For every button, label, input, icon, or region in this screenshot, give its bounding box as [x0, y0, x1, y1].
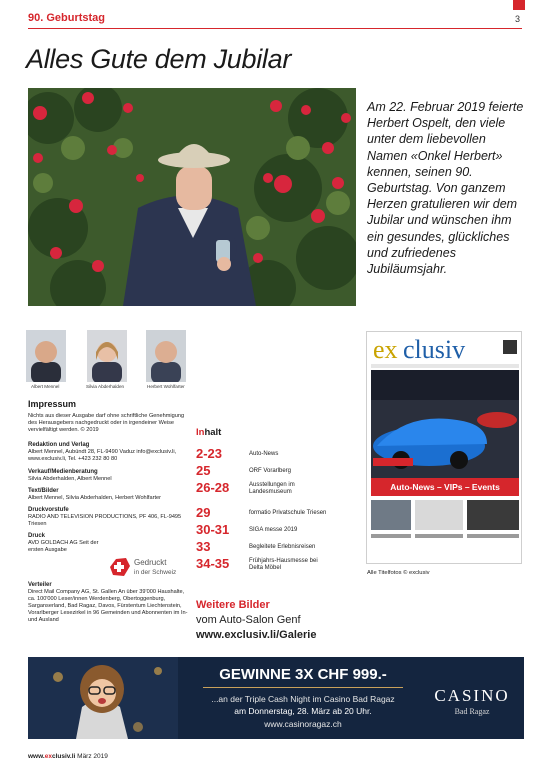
impressum-block-head: Druck — [28, 533, 46, 539]
impressum-block-redaktion — [28, 442, 190, 463]
casino-ad[interactable] — [28, 657, 524, 739]
impressum-block-druck — [28, 533, 108, 554]
section-title: 90. Geburtstag — [28, 12, 106, 24]
toc-item[interactable] — [196, 522, 366, 538]
ad-url: www.casinoragaz.ch — [264, 719, 342, 729]
impressum-block-head: Druckvorstufe — [28, 507, 69, 513]
footer-issue: März 2019 — [77, 753, 108, 760]
casino-brand: CASINO — [434, 686, 510, 705]
toc-pages: 30-31 — [196, 522, 230, 537]
toc-pages: 29 — [196, 505, 211, 520]
toc-item[interactable] — [196, 446, 366, 462]
impressum-block-head: Text/Bilder — [28, 488, 59, 494]
impressum-block-text — [28, 488, 190, 502]
portrait-silvia-abderhalden — [87, 330, 127, 382]
toc-label: Ausstellungen im Landesmuseum — [249, 482, 295, 495]
casino-ad-graphic — [28, 657, 524, 739]
impressum-block-verkauf — [28, 469, 190, 483]
impressum-block-body: AVD GOLDACH AG Seit der ersten Ausgabe — [28, 540, 99, 553]
toc-label: formatio Privatschule Triesen — [249, 510, 327, 516]
footer — [28, 753, 108, 760]
toc-item[interactable] — [196, 556, 366, 572]
impressum-block-head: Redaktion und Verlag — [28, 442, 90, 448]
gallery-title: Weitere Bilder — [196, 599, 270, 611]
impressum-block-body: RADIO AND TELEVISION PRODUCTIONS, PF 406, FL-9495 Triesen — [28, 514, 182, 527]
cover-logo-rest: clusiv — [403, 335, 466, 364]
toc-pages: 2-23 — [196, 446, 223, 461]
portrait-name: Albert Mennel — [31, 384, 60, 389]
impressum-block-head: Verkauf/Medienberatung — [28, 469, 98, 475]
badge-line2: in der Schweiz — [134, 569, 177, 576]
gallery-subtitle: vom Auto-Salon Genf — [196, 614, 301, 626]
impressum-block-druckvorstufe — [28, 507, 190, 528]
swiss-flag-icon — [108, 556, 194, 578]
page-corner-tab — [513, 0, 525, 10]
magazine-cover[interactable] — [366, 331, 522, 564]
ad-line2: am Donnerstag, 28. März ab 20 Uhr. — [234, 706, 372, 716]
impressum-block-body: Direct Mail Company AG, St. Gallen An über 39'000 Haushalte, ca. 100'000 Leser/innen Werdenberg, Obertoggenburg, Sarganserland, Bad Ragaz, Davos, Fürstentum Liechtenstein, Vorarlberger Lesezirkel in 96 Gemeinden und Abonnenten im In- und Ausland — [28, 589, 188, 623]
portrait-image — [146, 330, 186, 382]
toc-pages: 34-35 — [196, 556, 230, 571]
article-intro: Am 22. Februar 2019 feierte Herbert Ospelt, den viele unter dem liebevollen Namen «Onkel Herbert» kennen, seinen 90. Geburtstag. Von ganzem Herzen gratulieren wir dem Jubilar und wünschen ihm ein gesundes, glückliches und zufriedenes Jubiläumsjahr. — [367, 100, 524, 277]
portrait-name: Silvia Abderhalden — [86, 384, 125, 389]
toc-pages: 33 — [196, 539, 211, 554]
footer-site-rest: clusiv.li — [51, 753, 76, 760]
jubilar-photo — [28, 88, 356, 306]
portrait-image — [87, 330, 127, 382]
impressum-block-body: Albert Mennel, Aubündt 28, FL-9490 Vaduz info@exclusiv.li, www.exclusiv.li, Tel. +423 232 80 80 — [28, 449, 177, 462]
toc-label: Begleitete Erlebnisreisen — [249, 544, 316, 550]
casino-brand-sub: Bad Ragaz — [454, 707, 490, 716]
toc-item[interactable] — [196, 539, 366, 555]
jubilar-photo-graphic — [28, 88, 356, 306]
toc-title-rest: halt — [204, 427, 222, 438]
footer-site-ex: ex — [44, 753, 52, 760]
cover-tagline: Auto-News – VIPs – Events — [390, 482, 500, 492]
impressum-block-body: Silvia Abderhalden, Albert Mennel — [28, 476, 112, 482]
badge-line1: Gedruckt — [134, 558, 167, 567]
page-number: 3 — [515, 14, 521, 24]
toc-title — [196, 427, 221, 438]
toc-label: SIGA messe 2019 — [249, 527, 298, 533]
impressum-title: Impressum — [28, 399, 77, 409]
ad-headline: GEWINNE 3X CHF 999.- — [219, 666, 387, 683]
toc-pages: 25 — [196, 463, 211, 478]
impressum-notice: Nichts aus dieser Ausgabe darf ohne schriftliche Genehmigung des Herausgebers nachgedruckt oder in irgendeiner Weise vervielfältigt werden. © 2019 — [28, 413, 185, 433]
portrait-image — [26, 330, 66, 382]
swiss-print-badge — [108, 556, 194, 578]
toc-label: Frühjahrs-Hausmesse bei Delta Möbel — [249, 558, 318, 571]
article-headline: Alles Gute dem Jubilar — [26, 44, 292, 74]
portrait-herbert-wohlfarter — [146, 330, 186, 382]
qr-code-icon — [503, 340, 517, 354]
cover-logo-ex: ex — [373, 335, 398, 364]
magazine-cover-graphic — [367, 332, 522, 564]
header-divider — [28, 28, 522, 29]
toc-title-red: In — [196, 427, 205, 438]
portrait-albert-mennel — [26, 330, 66, 382]
portrait-name: Herbert Wohlfarter — [147, 384, 185, 389]
gallery-link[interactable]: www.exclusiv.li/Galerie — [196, 629, 317, 641]
toc-pages: 26-28 — [196, 480, 230, 495]
impressum-block-head: Verteiler — [28, 582, 52, 588]
footer-site-pre: www. — [28, 753, 45, 760]
toc-label: Auto-News — [249, 451, 279, 457]
ad-line1: ...an der Triple Cash Night im Casino Bad Ragaz — [211, 694, 395, 704]
toc-label: ORF Vorarlberg — [249, 468, 292, 474]
cover-caption: Alle Titelfotos © exclusiv — [367, 570, 430, 576]
toc-item[interactable] — [196, 463, 366, 479]
impressum-block-verteiler — [28, 582, 190, 624]
toc-item[interactable] — [196, 480, 366, 496]
impressum-block-body: Albert Mennel, Silvia Abderhalden, Herbert Wohlfarter — [28, 495, 161, 501]
toc-item[interactable] — [196, 505, 366, 521]
